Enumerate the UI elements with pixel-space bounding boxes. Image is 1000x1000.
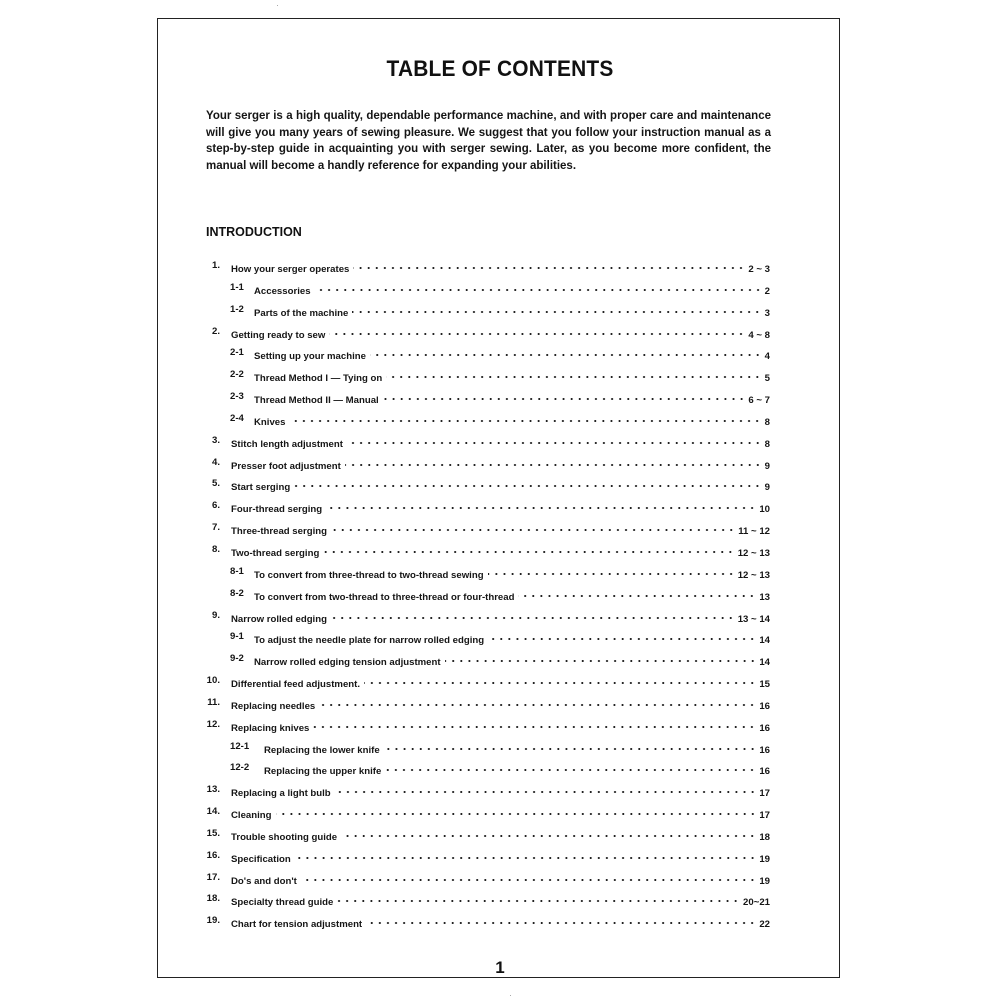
toc-entry-number: 2.	[211, 325, 220, 337]
toc-entry	[200, 803, 770, 825]
dot-leader	[341, 829, 756, 841]
toc-entry-number: 7.	[211, 522, 220, 534]
toc-entry-line	[254, 347, 770, 362]
toc-entry-title: Presser foot adjustment	[231, 460, 341, 472]
toc-entry-number: 11.	[207, 696, 220, 708]
toc-entry-number: 14.	[206, 806, 220, 818]
dot-leader	[347, 436, 762, 448]
toc-subentry	[200, 738, 770, 760]
toc-subentry	[200, 301, 770, 323]
toc-entry-line	[264, 741, 770, 756]
toc-entry-line	[254, 391, 770, 406]
toc-entry	[200, 847, 770, 869]
toc-entry-page: 2 ~ 3	[748, 264, 770, 275]
toc-entry-number: 8.	[211, 543, 220, 555]
toc-entry-title: Three-thread serging	[231, 526, 327, 538]
toc-entry-number: 9.	[211, 609, 220, 621]
dot-leader	[301, 873, 756, 885]
toc-entry-title: Stitch length adjustment	[231, 438, 343, 450]
toc-subentry	[200, 585, 770, 607]
toc-entry-title: To convert from two-thread to three-thread or four-thread	[254, 591, 515, 603]
toc-entry-page: 8	[764, 438, 770, 450]
dot-leader	[370, 348, 762, 360]
toc-entry-title: To adjust the needle plate for narrow rolled edging	[254, 635, 485, 647]
toc-entry-page: 17	[759, 788, 770, 800]
toc-entry	[200, 323, 770, 345]
toc-entry-page: 12 ~ 13	[737, 569, 770, 581]
toc-entry-line	[231, 828, 770, 843]
toc-entry-page: 16	[759, 700, 770, 712]
toc-entry-line	[231, 500, 770, 515]
toc-entry-line	[231, 610, 770, 625]
toc-entry-title: Replacing a light bulb	[231, 788, 331, 800]
toc-entry-title: Replacing knives	[231, 722, 310, 734]
dot-leader	[323, 545, 734, 557]
toc-entry-page: 2	[764, 285, 770, 297]
dot-leader	[289, 414, 761, 426]
toc-entry	[200, 716, 770, 738]
toc-subentry	[200, 563, 770, 585]
toc-entry-page: 8	[764, 416, 770, 428]
toc-entry-page: 16	[759, 722, 770, 734]
toc-entry-title: Replacing the lower knife	[264, 744, 380, 756]
dot-leader	[386, 370, 761, 382]
toc-entry-page: 19	[759, 875, 770, 887]
toc-entry-page: 16	[759, 766, 770, 778]
toc-entry	[200, 890, 770, 912]
toc-entry-title: Replacing needles	[231, 700, 316, 712]
toc-entry-page: 9	[764, 482, 770, 494]
toc-entry-page: 4	[764, 351, 770, 363]
toc-entry-number: 8-2	[230, 587, 244, 599]
toc-entry-number: 12-2	[230, 762, 250, 774]
toc-entry-line	[254, 631, 770, 646]
toc-entry	[200, 432, 770, 454]
toc-entry	[200, 781, 770, 803]
toc-entry	[200, 912, 770, 934]
toc-entry-page: 13	[759, 591, 770, 603]
toc-entry-number: 2-2	[230, 369, 244, 381]
dot-leader	[518, 589, 756, 601]
toc-entry-title: Do's and don't	[231, 875, 297, 887]
toc-entry	[200, 519, 770, 541]
toc-entry-page: 10	[759, 504, 770, 516]
table-of-contents	[200, 257, 770, 934]
section-heading: INTRODUCTION	[206, 225, 302, 239]
toc-entry-line	[254, 413, 770, 428]
toc-entry-line	[231, 697, 770, 712]
dot-leader	[319, 698, 756, 710]
toc-entry	[200, 475, 770, 497]
toc-entry-page: 14	[759, 657, 770, 669]
toc-entry-title: Accessories	[254, 285, 311, 297]
toc-entry-line	[231, 478, 770, 493]
toc-entry-title: Narrow rolled edging	[231, 613, 327, 625]
toc-entry	[200, 257, 770, 279]
toc-entry-number: 12.	[206, 718, 220, 730]
toc-entry-page: 4 ~ 8	[748, 329, 770, 341]
toc-entry-line	[231, 435, 770, 450]
toc-entry-title: Replacing the upper knife	[264, 766, 382, 778]
toc-entry-page: 16	[759, 744, 770, 756]
toc-entry-page: 13 ~ 14	[737, 613, 770, 625]
toc-entry-line	[231, 544, 770, 559]
toc-entry-page: 14	[759, 635, 770, 647]
dot-leader	[383, 392, 746, 404]
toc-entry-line	[254, 369, 770, 384]
toc-entry-number: 2-4	[230, 412, 244, 424]
toc-entry-line	[231, 260, 770, 275]
toc-entry	[200, 607, 770, 629]
toc-entry-title: Trouble shooting guide	[231, 831, 338, 843]
toc-entry-line	[254, 566, 770, 581]
toc-entry-title: Specification	[231, 853, 291, 865]
toc-entry-title: How your serger operates	[231, 264, 350, 275]
toc-entry-title: Two-thread serging	[231, 547, 320, 559]
toc-entry-line	[231, 915, 770, 930]
toc-entry-number: 3.	[211, 434, 220, 446]
toc-entry-number: 17.	[206, 871, 220, 883]
toc-entry-number: 10.	[206, 675, 220, 687]
toc-entry-title: Chart for tension adjustment	[231, 919, 363, 931]
dot-leader	[384, 742, 757, 754]
toc-entry-number: 2-1	[230, 347, 244, 359]
toc-entry-page: 3	[764, 307, 770, 319]
dot-leader	[329, 327, 745, 339]
toc-entry-line	[254, 282, 770, 297]
dot-leader	[331, 611, 735, 623]
toc-entry-title: Start serging	[231, 482, 291, 494]
dot-leader	[345, 458, 762, 470]
toc-entry-title: Knives	[254, 416, 286, 428]
toc-entry	[200, 825, 770, 847]
scan-speck	[510, 995, 511, 996]
dot-leader	[366, 916, 756, 928]
dot-leader	[488, 632, 756, 644]
toc-entry	[200, 694, 770, 716]
toc-entry-title: Specialty thread guide	[231, 897, 334, 909]
toc-entry-title: Thread Method I — Tying on	[254, 373, 383, 385]
toc-entry-number: 2-3	[230, 391, 244, 403]
toc-entry-line	[264, 762, 770, 777]
dot-leader	[331, 523, 735, 535]
toc-entry	[200, 672, 770, 694]
toc-entry-number: 16.	[206, 849, 220, 861]
toc-entry-line	[231, 457, 770, 472]
toc-subentry	[200, 279, 770, 301]
toc-entry-title: Narrow rolled edging tension adjustment	[254, 657, 441, 669]
toc-entry-page: 12 ~ 13	[737, 547, 770, 559]
toc-entry-number: 1-1	[230, 281, 244, 293]
page-title: TABLE OF CONTENTS	[386, 56, 614, 81]
toc-entry-page: 6 ~ 7	[748, 395, 770, 407]
toc-entry-title: To convert from three-thread to two-thread sewing	[254, 569, 484, 581]
toc-entry	[200, 541, 770, 563]
scan-speck	[277, 5, 278, 6]
toc-entry-line	[231, 675, 770, 690]
toc-entry-page: 22	[759, 919, 770, 931]
toc-entry-line	[254, 588, 770, 603]
toc-entry-number: 6.	[211, 500, 220, 512]
toc-subentry	[200, 628, 770, 650]
dot-leader	[337, 894, 740, 906]
toc-entry-line	[231, 893, 770, 908]
dot-leader	[364, 676, 756, 688]
toc-entry-line	[231, 522, 770, 537]
page-number: 1	[495, 958, 505, 977]
toc-entry-number: 9-1	[230, 631, 244, 643]
dot-leader	[326, 501, 756, 513]
toc-entry	[200, 869, 770, 891]
toc-entry-number: 4.	[211, 456, 220, 468]
toc-entry-line	[231, 850, 770, 865]
toc-entry-number: 1.	[211, 260, 220, 271]
toc-entry-line	[231, 806, 770, 821]
toc-entry-title: Thread Method II — Manual	[254, 395, 379, 407]
toc-entry-page: 19	[759, 853, 770, 865]
toc-entry-number: 15.	[206, 827, 220, 839]
toc-subentry	[200, 759, 770, 781]
toc-entry-number: 1-2	[230, 303, 244, 315]
toc-entry-line	[231, 719, 770, 734]
toc-entry-page: 9	[764, 460, 770, 472]
dot-leader	[295, 851, 757, 863]
toc-subentry	[200, 388, 770, 410]
toc-entry-line	[254, 304, 770, 319]
toc-entry-title: Setting up your machine	[254, 351, 366, 363]
toc-entry-page: 15	[759, 679, 770, 691]
toc-subentry	[200, 344, 770, 366]
dot-leader	[353, 261, 745, 273]
toc-entry	[200, 497, 770, 519]
dot-leader	[488, 567, 735, 579]
toc-entry-number: 8-1	[230, 565, 244, 577]
dot-leader	[445, 654, 757, 666]
toc-entry-title: Getting ready to sew	[231, 329, 326, 341]
toc-entry-page: 20~21	[743, 897, 770, 909]
toc-subentry	[200, 410, 770, 432]
toc-entry-page: 11 ~ 12	[738, 526, 770, 538]
toc-entry-page: 18	[759, 831, 770, 843]
toc-entry-title: Differential feed adjustment.	[231, 679, 361, 691]
toc-entry-number: 5.	[211, 478, 220, 490]
dot-leader	[385, 763, 756, 775]
toc-subentry	[200, 650, 770, 672]
toc-entry-number: 12-1	[230, 740, 250, 752]
toc-entry-page: 5	[764, 373, 770, 385]
toc-entry-number: 19.	[206, 915, 220, 927]
toc-entry-number: 18.	[206, 893, 220, 905]
dot-leader	[313, 720, 756, 732]
toc-entry-title: Cleaning	[231, 810, 272, 822]
toc-entry-title: Four-thread serging	[231, 504, 323, 516]
toc-entry-page: 17	[759, 810, 770, 822]
dot-leader	[276, 807, 757, 819]
toc-entry-title: Parts of the machine	[254, 307, 349, 319]
toc-entry-line	[231, 872, 770, 887]
toc-entry-number: 9-2	[230, 653, 244, 665]
toc-subentry	[200, 366, 770, 388]
dot-leader	[294, 479, 761, 491]
dot-leader	[335, 785, 757, 797]
intro-paragraph: Your serger is a high quality, dependable performance machine, and with proper care and maintenance will give you many years of sewing pleasure. We suggest that you follow your instruction manual as a step-by-step guide in acquainting you with serger sewing. Later, as you become more confident, the manual will become a handly reference for expanding your abilities.	[206, 110, 771, 172]
toc-entry-line	[254, 653, 770, 668]
dot-leader	[352, 305, 761, 317]
toc-entry-line	[231, 784, 770, 799]
toc-entry	[200, 454, 770, 476]
toc-entry-line	[231, 326, 770, 341]
toc-entry-number: 13.	[206, 784, 220, 796]
dot-leader	[315, 283, 762, 295]
